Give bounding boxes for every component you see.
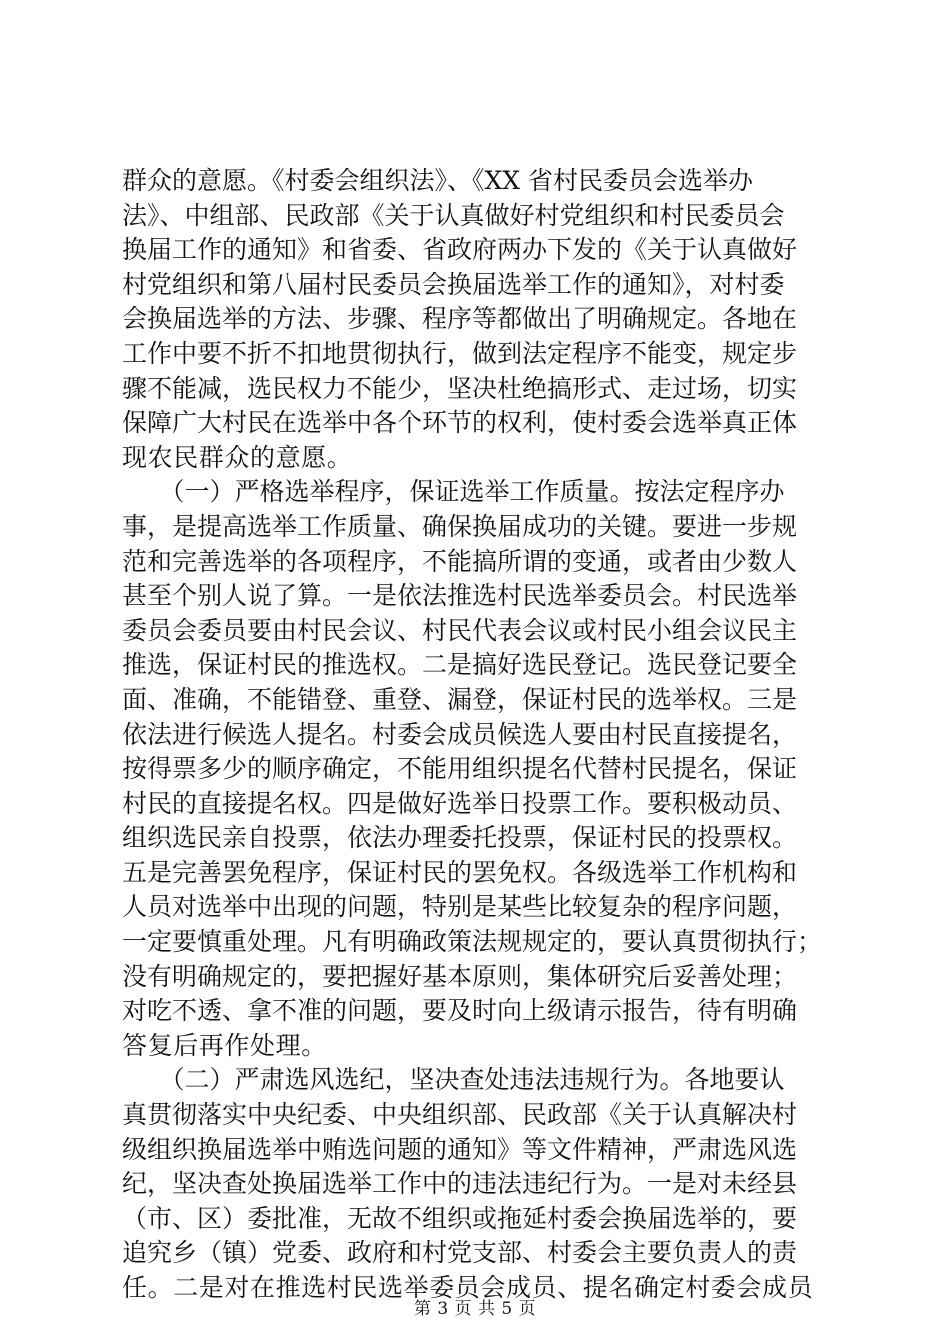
text-line: （一）严格选举程序，保证选举工作质量。按法定程序办: [122, 477, 785, 507]
text-line: 村民的直接提名权。四是做好选举日投票工作。要积极动员、: [122, 788, 798, 818]
text-line: 答复后再作处理。: [122, 1030, 327, 1060]
text-line: 事，是提高选举工作质量、确保换届成功的关键。要进一步规: [122, 511, 798, 541]
text-line: 范和完善选举的各项程序，不能搞所谓的变通，或者由少数人: [122, 546, 798, 576]
document-body: [122, 164, 834, 1306]
page-footer: 第 3 页 共 5 页: [413, 1299, 537, 1319]
text-line: 法》、中组部、民政部《关于认真做好村党组织和村民委员会: [122, 200, 785, 230]
text-line: 群众的意愿。《村委会组织法》、《XX 省村民委员会选举办: [122, 166, 754, 195]
text-line: 对吃不透、拿不准的问题，要及时向上级请示报告，待有明确: [122, 996, 798, 1026]
text-line: 真贯彻落实中央纪委、中央组织部、民政部《关于认真解决村: [122, 1100, 798, 1130]
text-line: 甚至个别人说了算。一是依法推选村民选举委员会。村民选举: [122, 581, 798, 611]
text-line: 五是完善罢免程序，保证村民的罢免权。各级选举工作机构和: [122, 857, 798, 887]
text-line: 任。二是对在推选村民选举委员会成员、提名确定村委会成员: [122, 1273, 814, 1302]
text-line: 纪，坚决查处换届选举工作中的违法违纪行为。一是对未经县: [122, 1169, 798, 1199]
text-line: 追究乡（镇）党委、政府和村党支部、村委会主要负责人的责: [122, 1238, 798, 1268]
text-line: （二）严肃选风选纪，坚决查处违法违规行为。各地要认: [122, 1065, 785, 1095]
text-line: 按得票多少的顺序确定，不能用组织提名代替村民提名，保证: [122, 754, 798, 784]
text-line: 现农民群众的意愿。: [122, 442, 353, 472]
text-line: 委员会委员要由村民会议、村民代表会议或村民小组会议民主: [122, 615, 798, 645]
text-line: （市、区）委批准，无故不组织或拖延村委会换届选举的，要: [122, 1203, 798, 1233]
text-line: 工作中要不折不扣地贯彻执行，做到法定程序不能变，规定步: [122, 338, 798, 368]
text-line: 面、准确，不能错登、重登、漏登，保证村民的选举权。三是: [122, 684, 798, 714]
text-line: 人员对选举中出现的问题，特别是某些比较复杂的程序问题，: [122, 892, 798, 922]
text-line: 骤不能减，选民权力不能少，坚决杜绝搞形式、走过场，切实: [122, 373, 798, 403]
text-line: 村党组织和第八届村民委员会换届选举工作的通知》，对村委: [122, 269, 785, 299]
text-line: 会换届选举的方法、步骤、程序等都做出了明确规定。各地在: [122, 304, 798, 334]
text-line: 换届工作的通知》和省委、省政府两办下发的《关于认真做好: [122, 235, 798, 265]
text-line: 推选，保证村民的推选权。二是搞好选民登记。选民登记要全: [122, 650, 798, 680]
text-line: 没有明确规定的，要把握好基本原则，集体研究后妥善处理；: [122, 961, 798, 991]
text-line: 组织选民亲自投票，依法办理委托投票，保证村民的投票权。: [122, 823, 798, 853]
text-line: 保障广大村民在选举中各个环节的权利，使村委会选举真正体: [122, 408, 798, 438]
text-line: 级组织换届选举中贿选问题的通知》等文件精神，严肃选风选: [122, 1134, 798, 1164]
text-line: 一定要慎重处理。凡有明确政策法规规定的，要认真贯彻执行；: [122, 927, 823, 957]
text-line: 依法进行候选人提名。村委会成员候选人要由村民直接提名，: [122, 719, 798, 749]
